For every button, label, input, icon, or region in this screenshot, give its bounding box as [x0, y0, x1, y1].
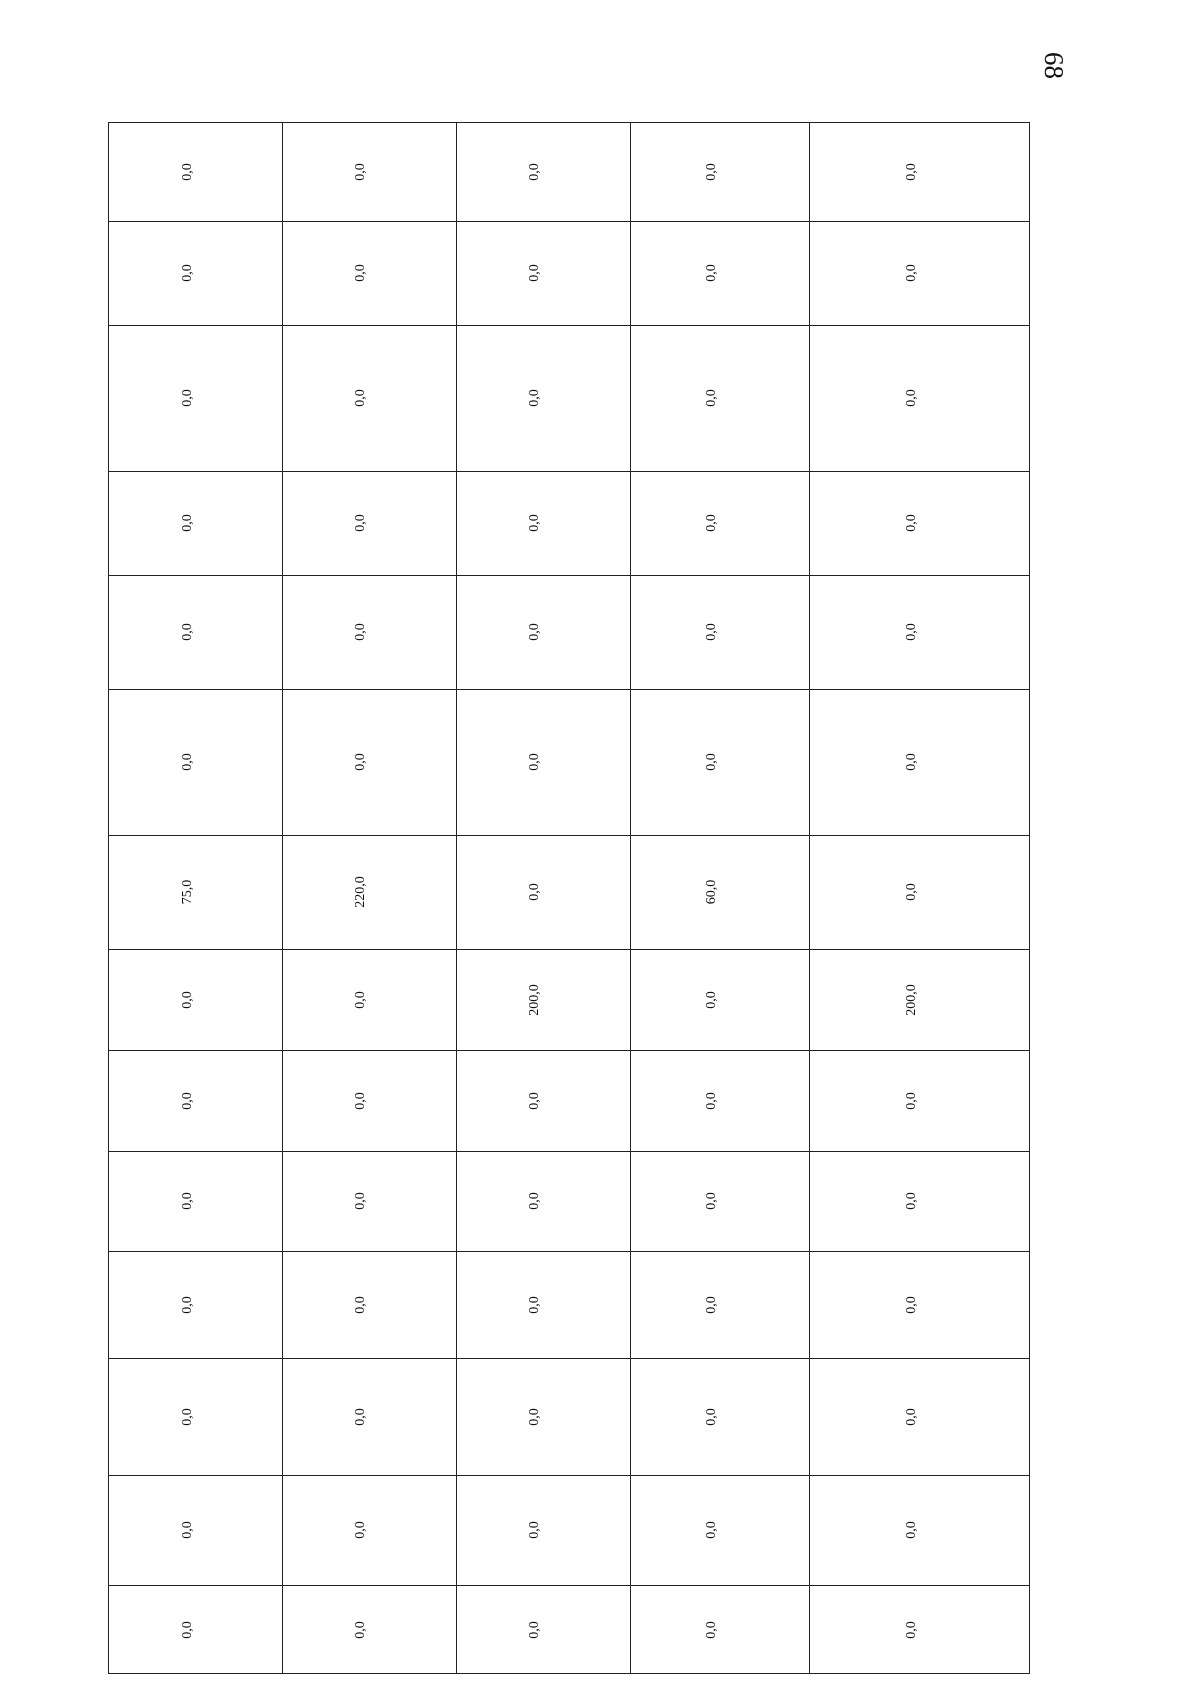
row-divider: [109, 221, 1029, 222]
table-cell: 0,0: [703, 1407, 719, 1426]
table-cell: 0,0: [703, 389, 719, 407]
row-divider: [109, 835, 1029, 836]
table-cell: 0,0: [703, 1521, 719, 1539]
table-cell: 0,0: [527, 389, 542, 407]
table-cell: 0,0: [353, 1521, 368, 1539]
table-cell: 0,0: [904, 163, 919, 181]
table-cell: 0,0: [527, 1295, 542, 1314]
table-cell: 0,0: [904, 883, 919, 901]
table-cell: 0,0: [527, 514, 542, 532]
column-divider: [809, 123, 810, 1673]
table-cell: 0,0: [527, 623, 542, 641]
table-cell: 0,0: [179, 163, 195, 181]
table-cell: 0,0: [703, 1295, 719, 1314]
table-cell: 0,0: [904, 1295, 919, 1314]
data-table: [108, 122, 1030, 1674]
row-divider: [109, 1358, 1029, 1359]
table-cell: 0,0: [703, 1091, 719, 1110]
column-divider: [456, 123, 457, 1673]
table-cell: 0,0: [904, 1192, 919, 1210]
table-cell: 0,0: [353, 753, 368, 771]
table-cell: 0,0: [527, 264, 542, 282]
table-cell: 0,0: [179, 514, 195, 532]
table-cell: 0,0: [703, 264, 719, 282]
table-cell: 0,0: [353, 1295, 368, 1314]
table-cell: 0,0: [904, 1521, 919, 1539]
table-cell: 0,0: [179, 1295, 195, 1314]
table-cell: 0,0: [353, 623, 368, 641]
table-cell: 0,0: [179, 264, 195, 282]
table-cell: 0,0: [353, 264, 368, 282]
row-divider: [109, 575, 1029, 576]
table-cell: 0,0: [904, 514, 919, 532]
row-divider: [109, 1475, 1029, 1476]
table-cell: 0,0: [904, 264, 919, 282]
table-cell: 0,0: [527, 1091, 542, 1110]
table-cell: 0,0: [179, 389, 195, 407]
table-cell: 0,0: [179, 990, 195, 1009]
table-cell: 0,0: [353, 1621, 368, 1639]
table-cell: 0,0: [179, 623, 195, 641]
table-cell: 0,0: [904, 623, 919, 641]
table-cell: 0,0: [527, 1621, 542, 1639]
row-divider: [109, 1251, 1029, 1252]
table-cell: 0,0: [703, 990, 719, 1009]
table-cell: 0,0: [904, 753, 919, 771]
table-cell: 60,0: [703, 879, 719, 905]
table-cell: 220,0: [353, 876, 368, 908]
table-cell: 0,0: [179, 1621, 195, 1639]
table-cell: 0,0: [527, 1192, 542, 1210]
table-cell: 0,0: [353, 514, 368, 532]
table-cell: 0,0: [353, 1192, 368, 1210]
row-divider: [109, 1050, 1029, 1051]
row-divider: [109, 1151, 1029, 1152]
table-cell: 0,0: [904, 1407, 919, 1426]
page-number: 68: [1039, 52, 1069, 79]
table-cell: 0,0: [527, 1407, 542, 1426]
table-cell: 75,0: [179, 879, 195, 905]
table-cell: 0,0: [353, 990, 368, 1009]
table-cell: 0,0: [179, 1521, 195, 1539]
table-cell: 0,0: [353, 1091, 368, 1110]
table-cell: 200,0: [904, 983, 919, 1016]
table-cell: 0,0: [527, 163, 542, 181]
table-cell: 0,0: [179, 1407, 195, 1426]
column-divider: [630, 123, 631, 1673]
column-divider: [282, 123, 283, 1673]
table-cell: 0,0: [353, 1407, 368, 1426]
table-cell: 0,0: [353, 163, 368, 181]
table-cell: 0,0: [904, 389, 919, 407]
row-divider: [109, 1585, 1029, 1586]
table-cell: 0,0: [904, 1091, 919, 1110]
row-divider: [109, 325, 1029, 326]
table-cell: 0,0: [703, 163, 719, 181]
table-cell: 0,0: [703, 753, 719, 771]
table-cell: 0,0: [703, 1621, 719, 1639]
table-cell: 200,0: [527, 983, 542, 1016]
table-cell: 0,0: [353, 389, 368, 407]
row-divider: [109, 689, 1029, 690]
table-cell: 0,0: [904, 1621, 919, 1639]
row-divider: [109, 471, 1029, 472]
table-cell: 0,0: [527, 753, 542, 771]
table-cell: 0,0: [527, 883, 542, 901]
table-cell: 0,0: [179, 1192, 195, 1210]
table-cell: 0,0: [703, 623, 719, 641]
table-cell: 0,0: [703, 514, 719, 532]
table-cell: 0,0: [179, 753, 195, 771]
table-cell: 0,0: [527, 1521, 542, 1539]
table-cell: 0,0: [179, 1091, 195, 1110]
table-cell: 0,0: [703, 1192, 719, 1210]
row-divider: [109, 949, 1029, 950]
